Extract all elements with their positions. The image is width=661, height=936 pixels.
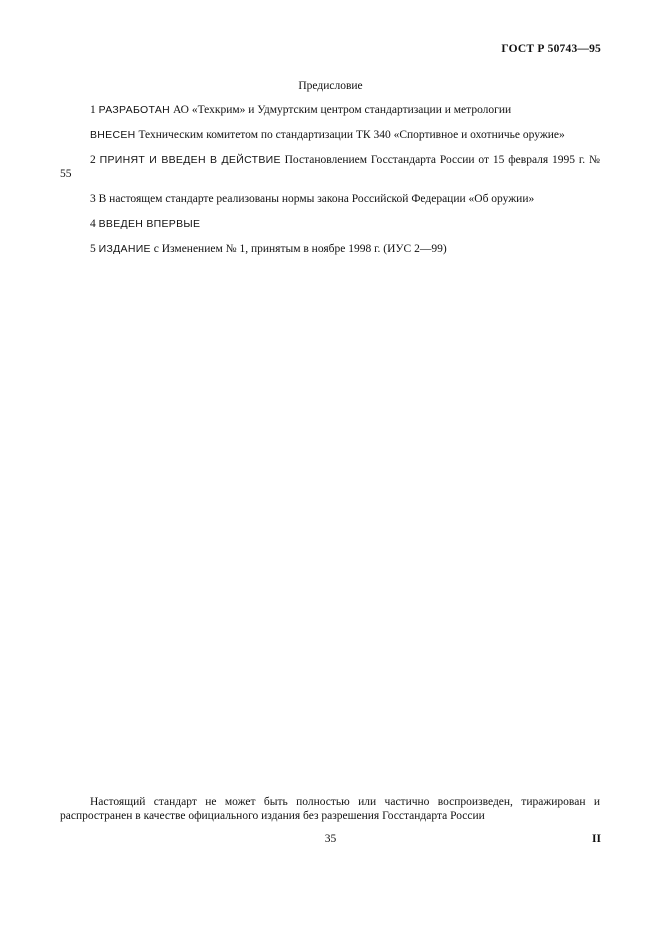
item-number: 2: [90, 154, 100, 166]
copyright-notice: Настоящий стандарт не может быть полностью или частично воспроизведен, тиражирован и распространен в качестве официального издания без разрешения Госстандарта России: [60, 796, 600, 822]
preface-item-4: [60, 217, 600, 231]
item-number: 3: [90, 193, 99, 205]
item-keyword: РАЗРАБОТАН: [98, 104, 171, 116]
roman-page-number: II: [592, 833, 601, 845]
item-number: 1: [90, 104, 99, 116]
preface-item-2: [60, 153, 600, 181]
document-code: ГОСТ Р 50743—95: [501, 43, 601, 55]
item-number: 5: [90, 243, 99, 255]
preface-item-3: [60, 192, 600, 206]
item-keyword: ПРИНЯТ И ВВЕДЕН В ДЕЙСТВИЕ: [99, 154, 281, 166]
item-text: Постановлением Госстандарта России от 15 февраля 1995 г. № 55: [60, 154, 601, 180]
preface-body: [60, 103, 600, 267]
item-number: 4: [90, 218, 99, 230]
item-text: АО «Техкрим» и Удмуртским центром стандартизации и метрологии: [170, 104, 512, 116]
item-text: В настоящем стандарте реализованы нормы закона Российской Федерации «Об оружии»: [98, 193, 535, 205]
item-keyword: ВНЕСЕН: [90, 129, 136, 141]
preface-item-1: [60, 103, 600, 117]
preface-item-5: [60, 242, 600, 256]
preface-title: Предисловие: [298, 80, 363, 92]
page-number: 35: [324, 833, 337, 845]
item-keyword: ВВЕДЕН ВПЕРВЫЕ: [98, 218, 201, 230]
item-text: с Изменением № 1, принятым в ноябре 1998 г. (ИУС 2—99): [150, 243, 447, 255]
preface-item-introduced: [60, 128, 600, 142]
item-text: Техническим комитетом по стандартизации ТК 340 «Спортивное и охотничье оружие»: [135, 129, 565, 141]
item-keyword: ИЗДАНИЕ: [98, 243, 151, 255]
